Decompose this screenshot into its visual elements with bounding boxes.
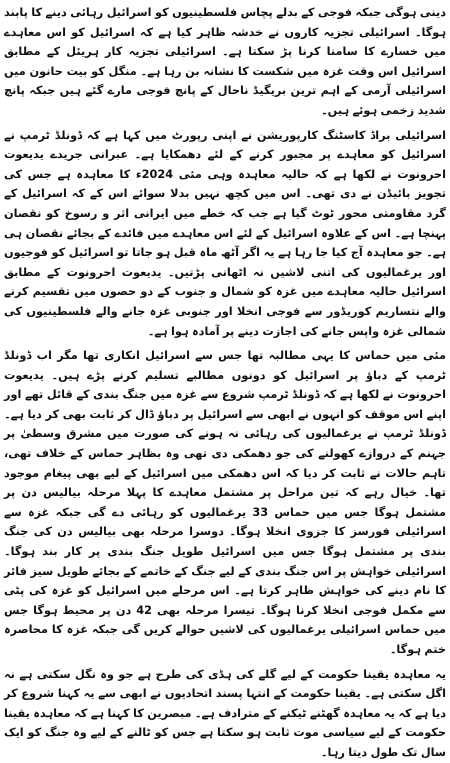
- paragraph-1: دینی ہوگی جبکہ فوجی کے بدلے پچاس فلسطینیوں کو اسرائیل رہائی دینے کا پابند ہوگا۔ اسرائیلی تجزیہ کاروں نے خدشہ ظاہر کیا ہے کہ اسرائیل کو اس معاہدے میں خسارے کا سامنا کرنا پڑ سکتا ہے۔ اسرائیلی تجزیہ کار ہریئل کے مطابق اسرائیل اس وقت غزہ میں شکست کا نشانہ بن رہا ہے۔ منگل کو بیت حانون میں اسرائیلی آرمی کے اہم ترین بریگیڈ ناحال کے پانچ فوجی مارے گئے ہیں جبکہ پانچ شدید زخمی ہوئے ہیں۔: [4, 6, 446, 117]
- paragraph-4: یہ معاہدہ یقینا حکومت کے لیے گلے کی ہڈی کی طرح ہے جو وہ نگل سکتی ہے نہ اگل سکتی ہے۔ یقینا حکومت کے انتہا پسند اتحادیوں نے ابھی سے یہ کہنا شروع کر دیا ہے کہ یہ معاہدہ گھٹنے ٹیکنے کے مترادف ہے۔ مبصرین کا کہنا ہے کہ معاہدہ یقینا حکومت کے لیے سیاسی موت ثابت ہو سکتا ہے جس کو ٹالنے کے لیے وہ جنگ کو ایک سال تک طول دیتا رہا۔: [4, 667, 446, 759]
- paragraph-2: اسرائیلی براڈ کاسٹنگ کارپوریشن نے اپنی رپورٹ میں کہا ہے کہ ڈونلڈ ٹرمپ نے اسرائیل کو معاہدے پر مجبور کرنے کے لئے دھمکایا ہے۔ عبرانی جریدے یدیعوت احرونوت نے لکھا ہے کہ حالیہ معاہدہ وہی مئی 2024ء کا معاہدہ ہے جس کی تجویز بائیڈن نے دی تھی۔ اس میں کچھ نہیں بدلا سوائے اس کے کہ اسرائیل کے گرد مقاومتی محور ٹوٹ گیا ہے جب کہ خطے میں ایرانی اثر و رسوخ کو نقصان پہنچا ہے۔ اس کے علاوہ اسرائیل کے لئے اس معاہدے میں فائدے کے بجائے نقصان ہی ہے۔ جو معاہدہ آج کیا جا رہا ہے یہ اگر آٹھ ماہ قبل ہو جاتا تو اسرائیل کو فوجیوں اور یرغمالیوں کی اتنی لاشیں نہ اٹھانی پڑتیں۔ یدیعوت احرونوت کے مطابق اسرائیل حالیہ معاہدے میں غزہ کو شمال و جنوب کے دو حصوں میں تقسیم کرنے والے نتساریم کوریڈور سے فوجی انخلا اور جنوبی غزہ جانے والے فلسطینیوں کی شمالی غزہ واپس جانے کی اجازت دینے پر آمادہ ہوا ہے۔: [4, 128, 446, 338]
- paragraph-3: مئی میں حماس کا یہی مطالبہ تھا جس سے اسرائیل انکاری تھا مگر اب ڈونلڈ ٹرمپ کے دباؤ پر اسرائیل کو دونوں مطالبے تسلیم کرنے پڑے ہیں۔ یدیعوت احرونوت نے لکھا ہے کہ ڈونلڈ ٹرمپ شروع سے غزہ میں جنگ بندی کے قائل تھے اور اپنے اس موقف کو انہوں نے ابھی سے اسرائیل پر دباؤ ڈال کر ثابت بھی کر دیا ہے۔ ڈونلڈ ٹرمپ نے یرغمالیوں کی رہائی نہ ہونے کی صورت میں مشرق وسطیٰ پر جہنم کے دروازے کھولنے کی جو دھمکی دی تھی وہ بظاہر حماس کے خلاف تھی، تاہم حالات نے ثابت کر دیا کہ اس دھمکی میں اسرائیل کے لیے بھی پیغام موجود تھا۔ خیال رہے کہ تین مراحل پر مشتمل معاہدے کا پہلا مرحلہ بیالیس دن پر مشتمل ہوگا جس میں حماس 33 یرغمالیوں کو رہائی دے گی جبکہ غزہ سے اسرائیلی فورسز کا جزوی انخلا ہوگا۔ دوسرا مرحلہ بھی بیالیس دن کی جنگ بندی پر مشتمل ہوگا جس میں اسرائیل طویل جنگ بندی پر کار بند ہوگا۔ اسرائیلی خواہش پر اس جنگ بندی کے لیے جنگ کے خاتمے کے بجائے طویل سیز فائر کا نام دینے کی خواہش ظاہر کرتا ہے۔ اس مرحلے میں اسرائیل کو غزہ کی پٹی سے مکمل فوجی انخلا کرنا ہوگا۔ تیسرا مرحلہ بھی 42 دن پر محیط ہوگا جس میں حماس اسرائیلی یرغمالیوں کی لاشیں حوالے کریں گی جبکہ غزہ کا محاصرہ ختم ہوگا۔: [4, 349, 447, 656]
